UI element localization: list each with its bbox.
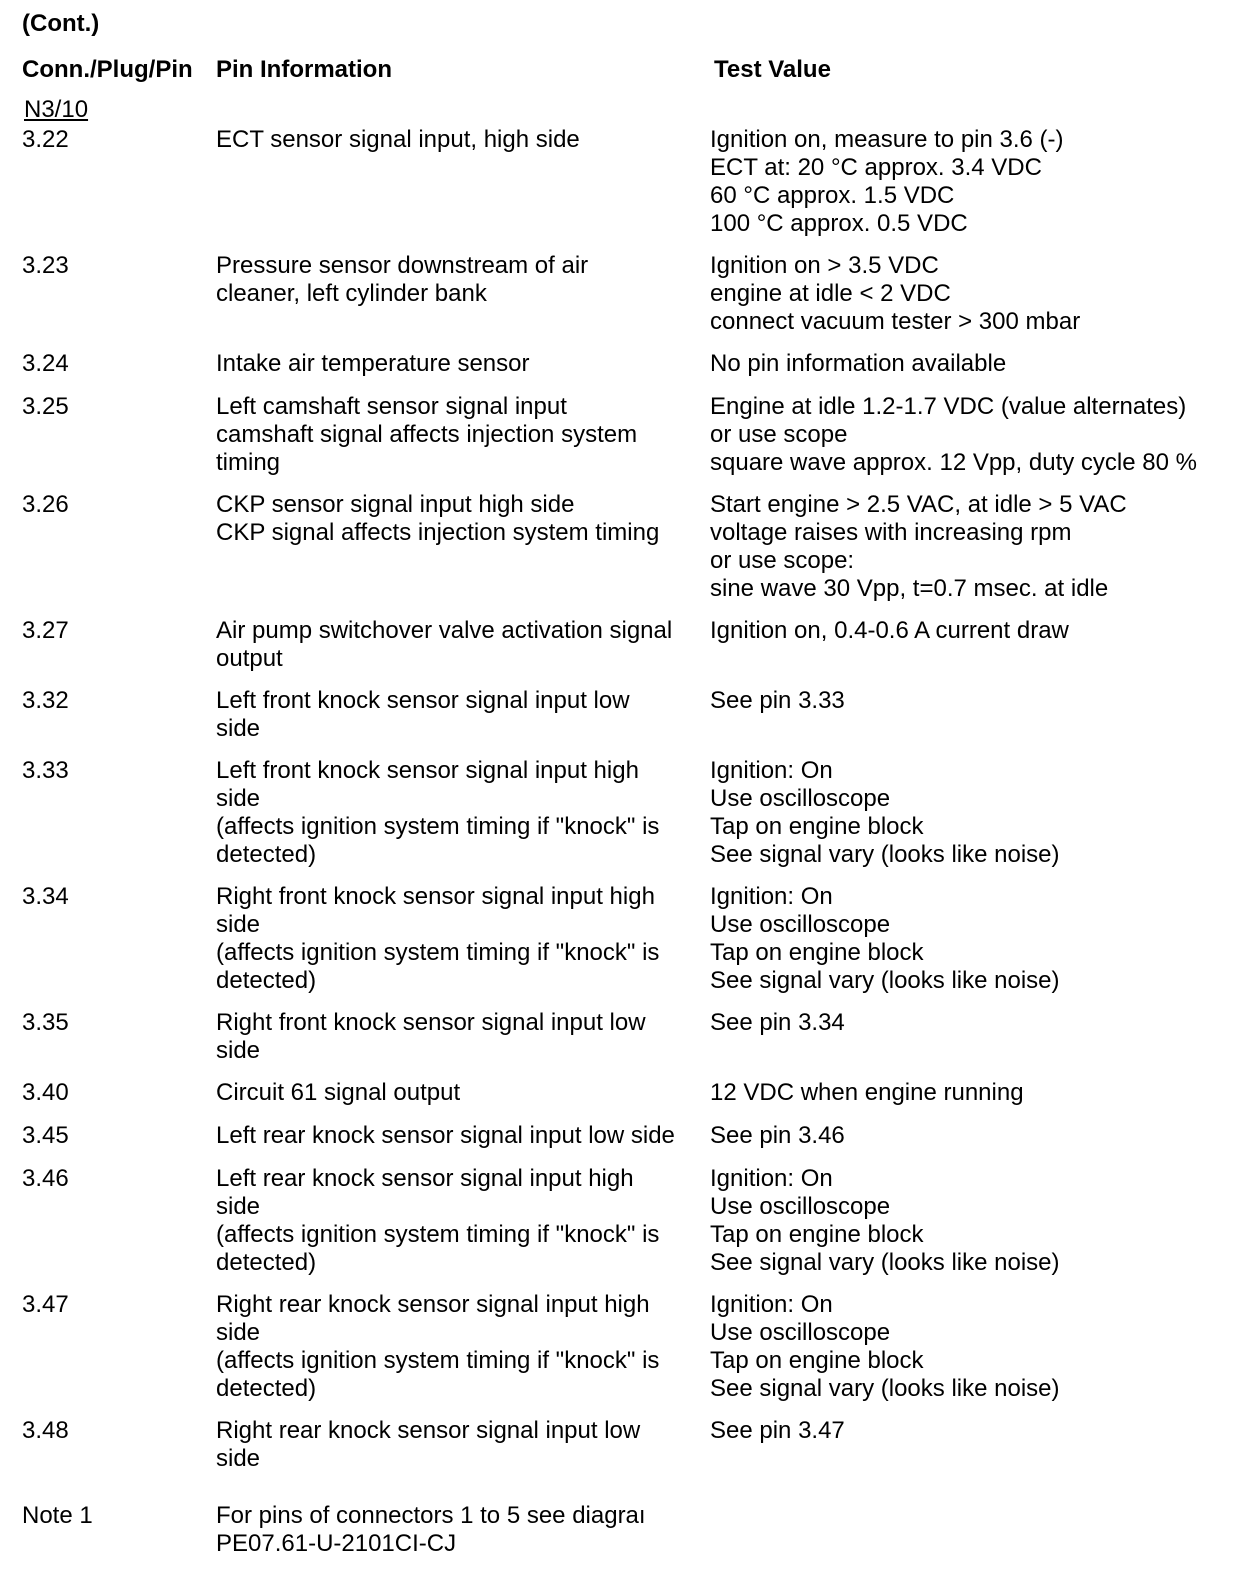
test-value-line: Ignition: On [710, 757, 833, 784]
pin-information [216, 1079, 460, 1107]
test-value-line: engine at idle < 2 VDC [710, 280, 951, 307]
test-value-line: Use oscilloscope [710, 785, 891, 812]
continued-label: (Cont.) [22, 10, 100, 37]
pin-number: 3.34 [22, 883, 69, 910]
connector-label: N3/10 [24, 96, 89, 123]
pin-information [216, 350, 530, 378]
pin-information-line: Circuit 61 signal output [216, 1079, 461, 1106]
test-value [710, 1417, 845, 1445]
test-value-line: Use oscilloscope [710, 1193, 891, 1220]
test-value [710, 350, 1006, 378]
pin-information-line: Right rear knock sensor signal input low [216, 1417, 641, 1444]
test-value-line: Ignition on, 0.4-0.6 A current draw [710, 617, 1069, 644]
test-value-line: See pin 3.46 [710, 1122, 845, 1149]
note-line: PE07.61-U-2101CI-CJ [216, 1530, 457, 1557]
pin-information [216, 393, 637, 477]
pin-information-line: timing [216, 449, 281, 476]
pin-information-line: Left front knock sensor signal input low [216, 687, 630, 714]
test-value-line: See signal vary (looks like noise) [710, 841, 1060, 868]
test-value-line: Tap on engine block [710, 939, 924, 966]
pin-information [216, 1417, 640, 1473]
pin-information-line: ECT sensor signal input, high side [216, 126, 580, 153]
test-value [710, 883, 1060, 995]
pin-information-line: (affects ignition system timing if "knock" is [216, 1221, 660, 1248]
note-text [216, 1502, 646, 1558]
test-value-line: Ignition on, measure to pin 3.6 (-) [710, 126, 1064, 153]
test-value-line: Ignition: On [710, 1165, 833, 1192]
pin-information-line: side [216, 1037, 261, 1064]
pin-information-line: Right rear knock sensor signal input high [216, 1291, 650, 1318]
pin-number: 3.24 [22, 350, 69, 377]
test-value [710, 126, 1064, 238]
pin-information [216, 1165, 659, 1277]
pin-information [216, 687, 630, 743]
pin-number: 3.26 [22, 491, 69, 518]
pin-information [216, 757, 659, 869]
pin-information-line: Left camshaft sensor signal input [216, 393, 567, 420]
test-value-line: Tap on engine block [710, 1347, 924, 1374]
pin-information-line: cleaner, left cylinder bank [216, 280, 487, 307]
pin-number: 3.32 [22, 687, 69, 714]
test-value-line: voltage raises with increasing rpm [710, 519, 1072, 546]
pin-information-line: Right front knock sensor signal input high [216, 883, 655, 910]
pin-number: 3.22 [22, 126, 69, 153]
test-value-line: Tap on engine block [710, 813, 924, 840]
test-value-line: or use scope: [710, 547, 855, 574]
pin-information-line: (affects ignition system timing if "knock" is [216, 1347, 660, 1374]
pin-information-line: detected) [216, 967, 317, 994]
test-value-line: See pin 3.47 [710, 1417, 845, 1444]
test-value [710, 491, 1127, 603]
test-value [710, 1291, 1060, 1403]
test-value-line: See pin 3.34 [710, 1009, 845, 1036]
test-value-line: Ignition: On [710, 1291, 833, 1318]
pin-information-line: side [216, 1193, 261, 1220]
test-value-line: Use oscilloscope [710, 1319, 891, 1346]
pin-information [216, 1122, 675, 1150]
pin-information-line: side [216, 911, 261, 938]
test-value-line: 12 VDC when engine running [710, 1079, 1024, 1106]
pin-information-line: Right front knock sensor signal input low [216, 1009, 646, 1036]
pin-number: 3.27 [22, 617, 69, 644]
test-value-line: Ignition on > 3.5 VDC [710, 252, 939, 279]
test-value-line: 60 °C approx. 1.5 VDC [710, 182, 955, 209]
pin-information-line: (affects ignition system timing if "knock" is [216, 813, 660, 840]
test-value-line: Ignition: On [710, 883, 833, 910]
test-value-line: See signal vary (looks like noise) [710, 1249, 1060, 1276]
pin-number: 3.40 [22, 1079, 69, 1106]
pin-information [216, 1291, 659, 1403]
pin-information [216, 491, 659, 547]
test-value-line: Use oscilloscope [710, 911, 891, 938]
pin-information-line: Left rear knock sensor signal input low side [216, 1122, 675, 1149]
pin-information-line: side [216, 715, 261, 742]
column-header-info: Pin Information [216, 56, 392, 83]
test-value [710, 1009, 845, 1037]
pin-number: 3.47 [22, 1291, 69, 1318]
column-header-pin: Conn./Plug/Pin [22, 56, 193, 83]
test-value-line: Tap on engine block [710, 1221, 924, 1248]
pin-number: 3.35 [22, 1009, 69, 1036]
pin-information [216, 126, 580, 154]
test-value [710, 687, 845, 715]
test-value [710, 393, 1197, 477]
pin-number: 3.46 [22, 1165, 69, 1192]
pin-information-line: Pressure sensor downstream of air [216, 252, 589, 279]
pin-information-line: Left front knock sensor signal input high [216, 757, 639, 784]
pin-information-line: detected) [216, 1249, 317, 1276]
test-value [710, 1165, 1060, 1277]
test-value [710, 1079, 1024, 1107]
test-value-line: connect vacuum tester > 300 mbar [710, 308, 1081, 335]
pin-information [216, 617, 672, 673]
pin-information-line: Air pump switchover valve activation signal [216, 617, 673, 644]
pin-information-line: CKP signal affects injection system timing [216, 519, 660, 546]
test-value-line: See signal vary (looks like noise) [710, 967, 1060, 994]
test-value-line: 100 °C approx. 0.5 VDC [710, 210, 968, 237]
pin-information-line: detected) [216, 841, 317, 868]
test-value-line: Engine at idle 1.2-1.7 VDC (value alternates) [710, 393, 1187, 420]
note-line: For pins of connectors 1 to 5 see diagraı [216, 1502, 646, 1529]
column-header-test: Test Value [714, 56, 831, 83]
test-value-line: Start engine > 2.5 VAC, at idle > 5 VAC [710, 491, 1127, 518]
pin-information-line: side [216, 1445, 261, 1472]
note-label: Note 1 [22, 1502, 93, 1529]
pin-information-line: detected) [216, 1375, 317, 1402]
test-value [710, 617, 1069, 645]
pin-information-line: (affects ignition system timing if "knock" is [216, 939, 660, 966]
pin-number: 3.48 [22, 1417, 69, 1444]
pin-information-line: camshaft signal affects injection system [216, 421, 638, 448]
pin-number: 3.45 [22, 1122, 69, 1149]
test-value-line: See signal vary (looks like noise) [710, 1375, 1060, 1402]
pin-information-line: CKP sensor signal input high side [216, 491, 575, 518]
test-value-line: sine wave 30 Vpp, t=0.7 msec. at idle [710, 575, 1109, 602]
test-value-line: or use scope [710, 421, 848, 448]
pin-information-line: side [216, 785, 261, 812]
pin-information-line: Intake air temperature sensor [216, 350, 530, 377]
pin-information [216, 1009, 646, 1065]
test-value-line: ECT at: 20 °C approx. 3.4 VDC [710, 154, 1042, 181]
test-value-line: See pin 3.33 [710, 687, 845, 714]
pin-information-line: output [216, 645, 283, 672]
test-value-line: No pin information available [710, 350, 1007, 377]
pin-information [216, 883, 659, 995]
pin-information-line: Left rear knock sensor signal input high [216, 1165, 634, 1192]
pin-number: 3.23 [22, 252, 69, 279]
test-value [710, 1122, 845, 1150]
pin-information-line: side [216, 1319, 261, 1346]
pin-number: 3.25 [22, 393, 69, 420]
pin-number: 3.33 [22, 757, 69, 784]
test-value [710, 757, 1060, 869]
test-value [710, 252, 1080, 336]
test-value-line: square wave approx. 12 Vpp, duty cycle 80 % [710, 449, 1197, 476]
pin-information [216, 252, 588, 308]
